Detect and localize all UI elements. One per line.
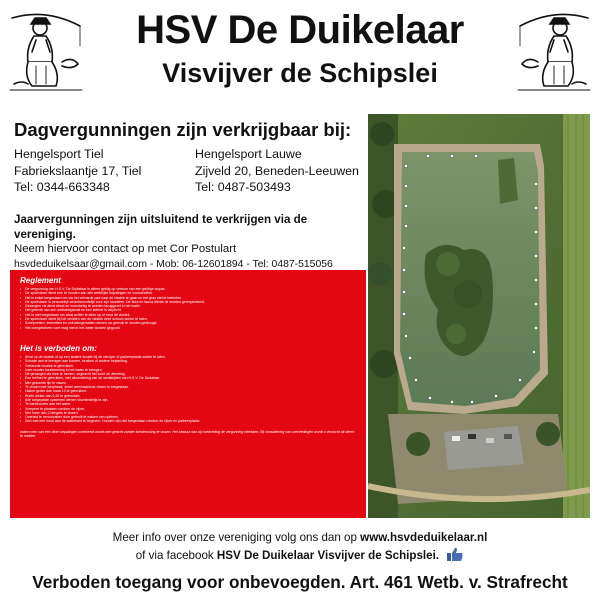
fisherman-logo-icon (6, 6, 86, 92)
shop-address: Fabriekslaantje 17, Tiel (14, 163, 142, 178)
rule-item: • Voer zonder toestemming in het water te brengen. (20, 368, 356, 372)
rule-item: • De gevangen vis mee te nemen, ongeacht het soort en afmeting. (20, 372, 356, 376)
more-info (0, 530, 600, 564)
annual-permit-info (14, 212, 368, 272)
annual-permit-line: Jaarvergunningen zijn uitsluitend te verkrijgen via de vereniging. (14, 213, 308, 241)
rule-item: • De sportvisser dient bij het verlaten van de visstek deze schoon achter te laten. (20, 317, 356, 321)
prohibitions-list (20, 355, 356, 424)
rule-item: • Ruten dikker dan 0,25 te gebruiken. (20, 394, 356, 398)
rule-item: • De sportvisser dient zich te houden aan alle wettelijke bepalingen en voorschriften. (20, 291, 356, 295)
prohibitions-heading: Het is verboden om: (20, 343, 97, 353)
rules-footnote: Indien men van één deze bepalingen overtreedt wordt men geacht zonder toestemming te vissen. Het bestuur kan bij overtreding de vergunning intrekken. Bij constatering van overtredingen wordt u verzocht dit direct te melden. (20, 429, 355, 439)
shop-tiel (14, 146, 183, 196)
rule-item: • Het overgebleven voer mag niet in het water worden gegooid. (20, 326, 356, 330)
page-title: HSV De Duikelaar (136, 8, 464, 52)
rule-item: • Het is enkel toegestaan om via het verharde pad naar de visstek te gaan en het gras niet te betreden. (20, 296, 356, 300)
contact-person-line: Neem hiervoor contact op met Cor Postulart (14, 243, 237, 255)
rule-item: • Overlast te veroorzaken door gebruik te maken van opbinnx. (20, 415, 356, 419)
shop-phone: Tel: 0344-663348 (14, 180, 110, 194)
shop-name: Hengelsport Tiel (14, 147, 104, 161)
rule-item: • Schepnetten, leefnetten en onthakingsmatten dienen na gebruik te worden gedroogd. (20, 321, 356, 325)
rule-item: • Met gekochte lijn te vissen. (20, 381, 356, 385)
aerial-pond-photo (368, 114, 590, 518)
rule-item: • Met meer dan 2 hengels te vissen. (20, 411, 356, 415)
rule-item: • De vergunning van H.S.V. De Duikelaar is alleen geldig op vertoon van een geldige vispas. (20, 287, 356, 291)
shop-address: Zijveld 20, Beneden-Leeuwen (195, 163, 359, 178)
rule-item: • Voerpeer te plaatsen rondom de vijver. (20, 407, 356, 411)
permit-info (14, 118, 364, 196)
rules-panel (10, 270, 366, 518)
rule-item: • Schade aan te brengen aan bomen, struiken of andere beplanting. (20, 359, 356, 363)
shop-lauwe (195, 146, 364, 196)
rule-item: • Gevangen vis dient direct en voorzichtig te worden teruggezet in het water. (20, 304, 356, 308)
rules-heading: Reglement (20, 276, 61, 285)
facebook-text: of via facebook (135, 549, 217, 562)
rule-item: • Afval op de visstek of op een andere locatie bij de visvijver of parkeerplaats achter te laten. (20, 355, 356, 359)
shop-name: Hengelsport Lauwe (195, 147, 302, 161)
rule-item: • Alle toegepaste systemen dienen visvriendelijk te zijn. (20, 398, 356, 402)
page-subtitle: Visvijver de Schipslei (162, 58, 438, 88)
trespass-warning: Verboden toegang voor onbevoegden. Art. 461 Wetb. v. Strafrecht (32, 572, 568, 592)
rules-list (20, 287, 356, 330)
shop-phone: Tel: 0487-503493 (195, 180, 291, 194)
contact-details: hsvdeduikelsaar@gmail.com - Mob: 06-12601894 - Tel: 0487-515056 (14, 259, 333, 270)
fisherman-logo-icon (514, 6, 594, 92)
website-link[interactable]: www.hsvdeduikelaar.nl (360, 531, 488, 544)
rule-item: • Het is niet toegestaan om afval achter te laten op of rond de visstek. (20, 313, 356, 317)
facebook-link[interactable]: HSV De Duikelaar Visvijver de Schipslei. (216, 549, 440, 562)
rule-item: • Te vissen met werphaak, enkel weerhaakloos vissen is toegestaan. (20, 385, 356, 389)
rule-item: • Een leefnet te gebruiken, met uitzondering van de wedstrijden van H.S.V. De Duikelaar. (20, 376, 356, 380)
thumbs-up-icon (446, 546, 464, 562)
rule-item: • Gebeurde muziek te gebruiken. (20, 364, 356, 368)
rule-item: • De sportvisser is persoonlijk verantwoordelijk voor zijn handelen. De flora en fauna dienen te worden gerespecteerd. (20, 300, 356, 304)
rule-item: • Haken groter dan maat 10 te gebruiken. (20, 389, 356, 393)
more-info-text: Meer info over onze vereniging volg ons dan op (112, 531, 361, 544)
permit-heading: Dagvergunningen zijn verkrijgbaar bij: (14, 119, 352, 140)
rule-item: • Te barbecueën aan het water. (20, 402, 356, 406)
rule-item: • Het gebruik van een onthakingsmat en een leefnet is verplicht. (20, 308, 356, 312)
rule-item: • Zich met een hond aan de waterkant te begeven. Honden zijn niet toegestaan rondom de vijver en parkeerplaats. (20, 419, 356, 423)
